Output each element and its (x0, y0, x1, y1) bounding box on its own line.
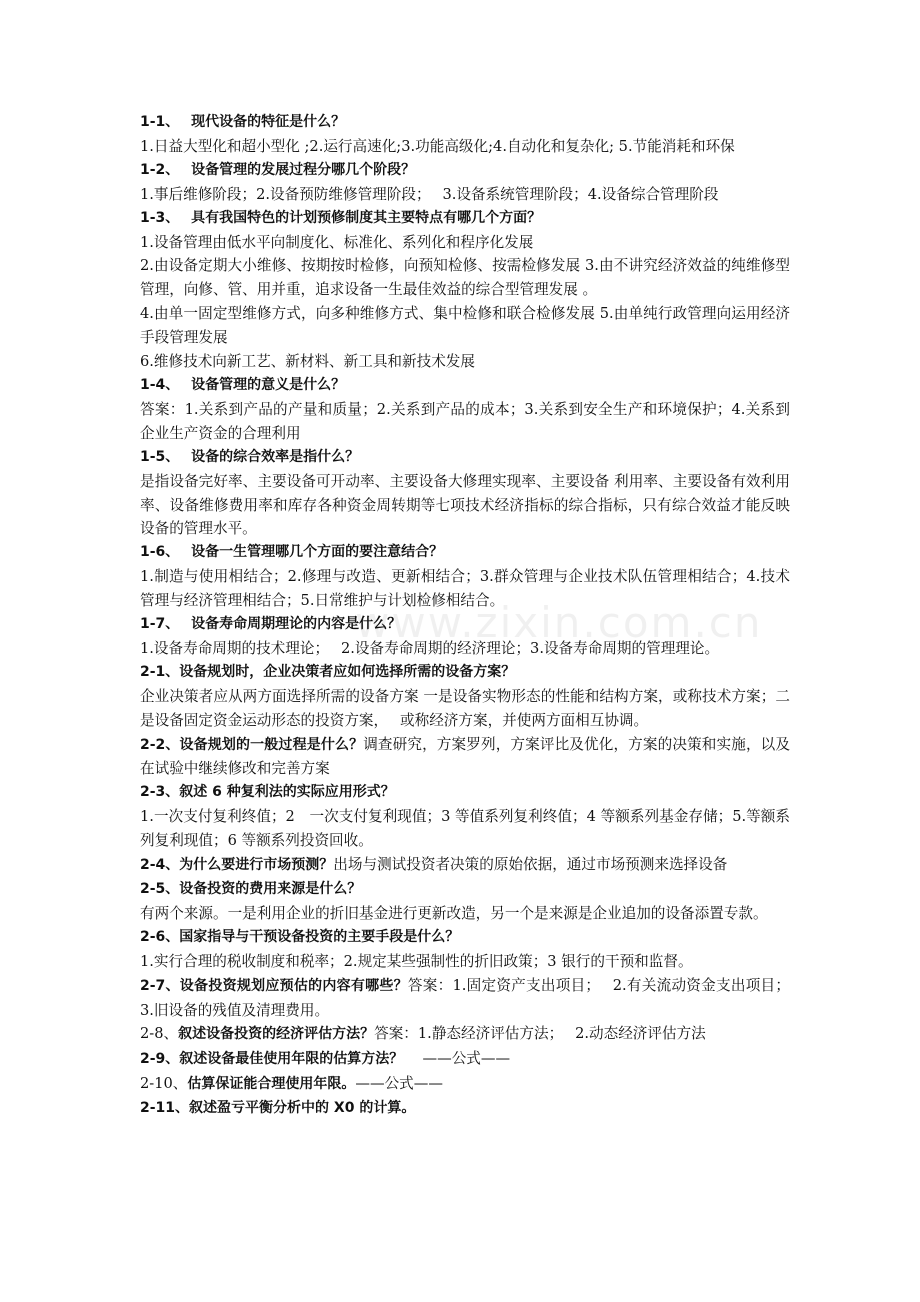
question-heading: 叙述设备投资的经济评估方法？ (178, 1026, 375, 1043)
answer-text: 有两个来源。一是利用企业的折旧基金进行更新改造，另一个是来源是企业追加的设备添置专款。 (140, 904, 768, 922)
question-heading: 2-5、设备投资的费用来源是什么？ (140, 881, 362, 897)
question-heading: 2-7、设备投资规划应预估的内容有哪些？ (140, 977, 408, 994)
question-heading: 1-5、 设备的综合效率是指什么？ (140, 448, 360, 465)
answer-text: ——公式—— (355, 1075, 443, 1093)
question-heading: 2-1、设备规划时，企业决策者应如何选择所需的设备方案？ (140, 663, 516, 680)
answer-text: 2.由设备定期大小维修、按期按时检修，向预知检修、按需检修发展 3.由不讲究经济效益的纯维修型管理，向修、管、用并重，追求设备一生最佳效益的综合型管理发展 。 (140, 257, 790, 299)
question-heading: 2-4、为什么要进行市场预测？ (140, 857, 334, 874)
answer-text: 是指设备完好率、主要设备可开动率、主要设备大修理实现率、主要设备 利用率、主要设备有效利用率、设备维修费用率和库存各种资金周转期等七项技术经济指标的综合指标，只有综合效益才能反映设备的管理水平。 (140, 472, 790, 538)
answer-text: 1.设备管理由低水平向制度化、标准化、系列化和程序化发展 (140, 233, 534, 251)
answer-text: 1.日益大型化和超小型化 ;2.运行高速化;3.功能高级化;4.自动化和复杂化; 5.节能消耗和环保 (140, 137, 735, 155)
question-heading: 2-9、叙述设备最佳使用年限的估算方法？ (140, 1051, 404, 1068)
answer-text: 1.实行合理的税收制度和税率；2.规定某些强制性的折旧政策；3 银行的干预和监督。 (140, 952, 693, 970)
question-heading: 2-6、国家指导与干预设备投资的主要手段是什么？ (140, 928, 460, 945)
question-heading: 估算保证能合理使用年限。 (187, 1076, 356, 1093)
question-heading: 2-11、叙述盈亏平衡分析中的 X0 的计算。 (140, 1100, 416, 1117)
answer-text: 1.设备寿命周期的技术理论； 2.设备寿命周期的经济理论；3.设备寿命周期的管理理论。 (140, 639, 720, 657)
answer-text: 4.由单一固定型维修方式，向多种维修方式、集中检修和联合检修发展 5.由单纯行政管理向运用经济手段管理发展 (140, 305, 790, 347)
answer-text: 答案：1.固定资产支出项目； 2.有关流动资金支出项目；3.旧设备的残值及清理费用。 (140, 976, 790, 1019)
question-answer-paragraph (140, 1022, 790, 1047)
answer-text: 出场与测试投资者决策的原始依据，通过市场预测来选择设备 (333, 856, 728, 874)
answer-text: 1.事后维修阶段；2.设备预防维修管理阶段； 3.设备系统管理阶段；4.设备综合管理阶段 (140, 185, 719, 203)
answer-text: 1.制造与使用相结合；2.修理与改造、更新相结合；3.群众管理与企业技术队伍管理相结合；4.技术管理与经济管理相结合；5.日常维护与计划检修相结合。 (140, 568, 790, 610)
question-heading: 1-3、 具有我国特色的计划预修制度其主要特点有哪几个方面？ (140, 209, 542, 226)
question-heading: 1-6、 设备一生管理哪几个方面的要注意结合？ (140, 544, 444, 561)
question-answer-paragraph (140, 974, 790, 1023)
question-answer-paragraph (140, 1047, 790, 1072)
question-number: 2-8、 (140, 1025, 179, 1043)
question-heading: 1-2、 设备管理的发展过程分哪几个阶段？ (140, 161, 416, 178)
question-heading: 1-7、 设备寿命周期理论的内容是什么？ (140, 616, 402, 633)
answer-text: 调查研究，方案罗列，方案评比及优化，方案的决策和实施，以及在试验中继续修改和完善方案 (140, 735, 790, 778)
document-body (140, 111, 790, 1121)
question-number: 2-10、 (140, 1075, 188, 1093)
answer-text: 1.一次支付复利终值；2 一次支付复利现值；3 等值系列复利终值；4 等额系列基金存储；5.等额系列复利现值；6 等额系列投资回收。 (140, 808, 790, 850)
answer-text: 企业决策者应从两方面选择所需的设备方案 一是设备实物形态的性能和结构方案，或称技术方案；二是设备固定资金运动形态的投资方案， 或称经济方案，并使两方面相互协调。 (140, 687, 790, 729)
watermark: www.zixin.com.cn (355, 598, 763, 647)
answer-text: 6.维修技术向新工艺、新材料、新工具和新技术发展 (140, 353, 475, 371)
question-heading: 1-1、 现代设备的特征是什么？ (140, 114, 346, 130)
question-heading: 2-3、叙述 6 种复利法的实际应用形式？ (140, 784, 395, 801)
answer-text: 答案：1.关系到产品的产量和质量；2.关系到产品的成本；3.关系到安全生产和环境保护；4.关系到企业生产资金的合理利用 (140, 400, 790, 442)
answer-text: 答案：1.静态经济评估方法； 2.动态经济评估方法 (374, 1025, 706, 1043)
question-heading: 2-2、设备规划的一般过程是什么？ (140, 736, 364, 753)
answer-text: ——公式—— (403, 1050, 511, 1068)
question-answer-paragraph (140, 733, 790, 782)
question-answer-paragraph (140, 853, 790, 878)
question-answer-paragraph (140, 1072, 790, 1097)
question-heading: 1-4、 设备管理的意义是什么？ (140, 376, 346, 393)
